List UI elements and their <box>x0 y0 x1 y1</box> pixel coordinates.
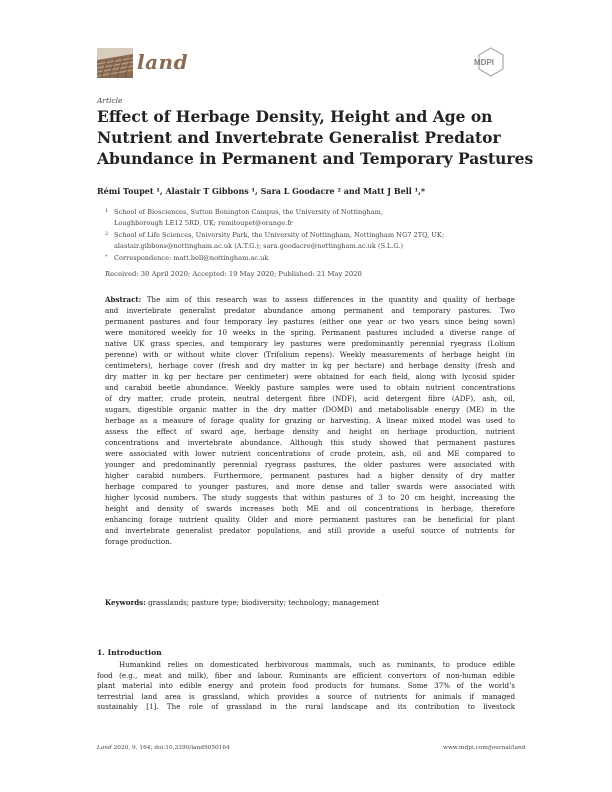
abstract-line: and invertebrate generalist predator abundance among permanent and temporary pastures. Two <box>105 306 515 315</box>
abstract-line: concentrations and invertebrate abundance. Although this study showed that permanent pastures <box>105 438 515 447</box>
keywords-label: Keywords: <box>105 598 146 607</box>
affiliation-line[interactable]: alastair.gibbons@nottingham.ac.uk (A.T.G.); sara.goodacre@nottingham.ac.uk (S.L.G.) <box>114 242 404 250</box>
journal-url[interactable]: www.mdpi.com/journal/land <box>443 745 526 751</box>
abstract-line: herbage compared to younger pastures, and more dense and taller swards were associated with <box>105 482 515 491</box>
paragraph-line: sustainably [1]. The role of grassland in the rural landscape and its contribution to livestock <box>97 702 515 711</box>
section-heading: 1. Introduction <box>97 648 162 657</box>
abstract-line: forage production. <box>105 537 173 546</box>
abstract-line: were associated with lower nutrient concentrations of crude protein, ash, oil and ME compared to <box>105 449 515 458</box>
title-line: Effect of Herbage Density, Height and Age on <box>97 107 493 126</box>
abstract-label: Abstract: <box>105 295 142 304</box>
abstract-line: and carabid beetle abundance. Weekly pasture samples were used to obtain nutrient concentrations <box>105 383 515 392</box>
affiliation-2 <box>105 230 515 254</box>
footer-journal: Land <box>97 745 112 751</box>
abstract-line: sugars, digestible organic matter in the dry matter (DOMD) and metabolisable energy (ME) in the <box>105 405 515 414</box>
journal-logo-mark <box>97 48 133 78</box>
correspondence <box>105 253 505 265</box>
abstract-line: centimeters), herbage cover (fresh and dry matter in kg per hectare) and herbage density (fresh and <box>105 361 515 370</box>
affiliation-line[interactable]: Loughborough LE12 5RD, UK; remitoupet@orange.fr <box>114 219 293 227</box>
abstract-line: younger and predominantly perennial ryegrass pastures, the older pastures were associated with <box>105 460 515 469</box>
paragraph-line: Humankind relies on domesticated herbivorous mammals, such as ruminants, to produce edible <box>119 660 515 669</box>
publication-dates: Received: 30 April 2020; Accepted: 19 May 2020; Published: 21 May 2020 <box>105 270 362 278</box>
keywords <box>105 598 379 607</box>
affiliation-line: School of Biosciences, Sutton Bonington Campus, the University of Nottingham, <box>114 208 383 216</box>
correspondence-email[interactable]: Correspondence: matt.bell@nottingham.ac.uk <box>114 254 269 262</box>
article-type: Article <box>97 96 123 105</box>
abstract-line: native UK grass species, and temporary ley pastures were predominantly perennial ryegrass (Lolium <box>105 339 515 348</box>
paragraph-line: plant material into edible energy and protein food products for humans. Some 37% of the world’s <box>97 681 515 690</box>
abstract-line: were monitored weekly for 10 weeks in the spring. Permanent pastures included a diverse range of <box>105 328 515 337</box>
footer-citation[interactable]: 2020, 9, 164; doi:10.3390/land9050164 <box>111 745 230 751</box>
abstract-line: assess the effect of sward age, herbage density and height on herbage production, nutrient <box>105 427 515 436</box>
abstract-line: higher lycosid numbers. The study suggests that within pastures of 3 to 20 cm height, increasing the <box>105 493 515 502</box>
abstract <box>105 294 515 547</box>
abstract-line: and invertebrate generalist predator populations, and still provide a useful source of nutrients for <box>105 526 515 535</box>
abstract-line: perenne) with or without white clover (Trifolium repens). Weekly measurements of herbage height (in <box>105 350 515 359</box>
abstract-line: enhancing forage nutrient quality. Older and more permanent pastures can be beneficial for plant <box>105 515 515 524</box>
keywords-list: grasslands; pasture type; biodiversity; technology; management <box>148 598 380 607</box>
abstract-line: height and density of swards increases both ME and oil concentrations in herbage, therefore <box>105 504 515 513</box>
abstract-line: Abstract: The aim of this research was to assess differences in the quantity and quality of herbage <box>105 295 515 304</box>
introduction-text <box>97 660 515 713</box>
publisher-name[interactable]: MDPI <box>474 58 494 67</box>
affiliation-number: 2 <box>105 231 109 237</box>
title-line: Nutrient and Invertebrate Generalist Predator <box>97 128 501 147</box>
article-title <box>97 106 534 169</box>
journal-name[interactable]: land <box>137 50 189 74</box>
abstract-line: permanent pastures and four temporary ley pastures (either one year or two years since being sown) <box>105 317 515 326</box>
abstract-line: of dry matter, crude protein, neutral detergent fibre (NDF), acid detergent fibre (ADF), ash, oil, <box>105 394 515 403</box>
abstract-line: herbage as a measure of forage quality for grazing or harvesting. A linear mixed model was used to <box>105 416 515 425</box>
affiliation-1 <box>105 207 505 231</box>
author-list: Rémi Toupet ¹, Alastair T Gibbons ¹, Sara L Goodacre ² and Matt J Bell ¹,* <box>97 186 426 196</box>
citation-footer <box>97 745 230 751</box>
affiliation-line: School of Life Sciences, University Park, the University of Nottingham, Nottingham NG7 2TQ, UK; <box>114 231 445 239</box>
abstract-line: higher carabid numbers. Furthermore, permanent pastures had a higher density of dry matter <box>105 471 515 480</box>
paragraph-line: terrestrial land area is grassland, which provides a source of nutrients for animals if managed <box>97 691 515 701</box>
affiliation-number: 1 <box>105 208 109 214</box>
paragraph-line: food (e.g., meat and milk), fiber and labour. Ruminants are efficient convertors of non-human edible <box>97 670 515 680</box>
title-line: Abundance in Permanent and Temporary Pastures <box>97 149 534 168</box>
affiliation-number: * <box>105 254 108 260</box>
abstract-line: dry matter in kg per hectare per centimeter) were obtained for each field, along with lycosid spider <box>105 372 515 381</box>
